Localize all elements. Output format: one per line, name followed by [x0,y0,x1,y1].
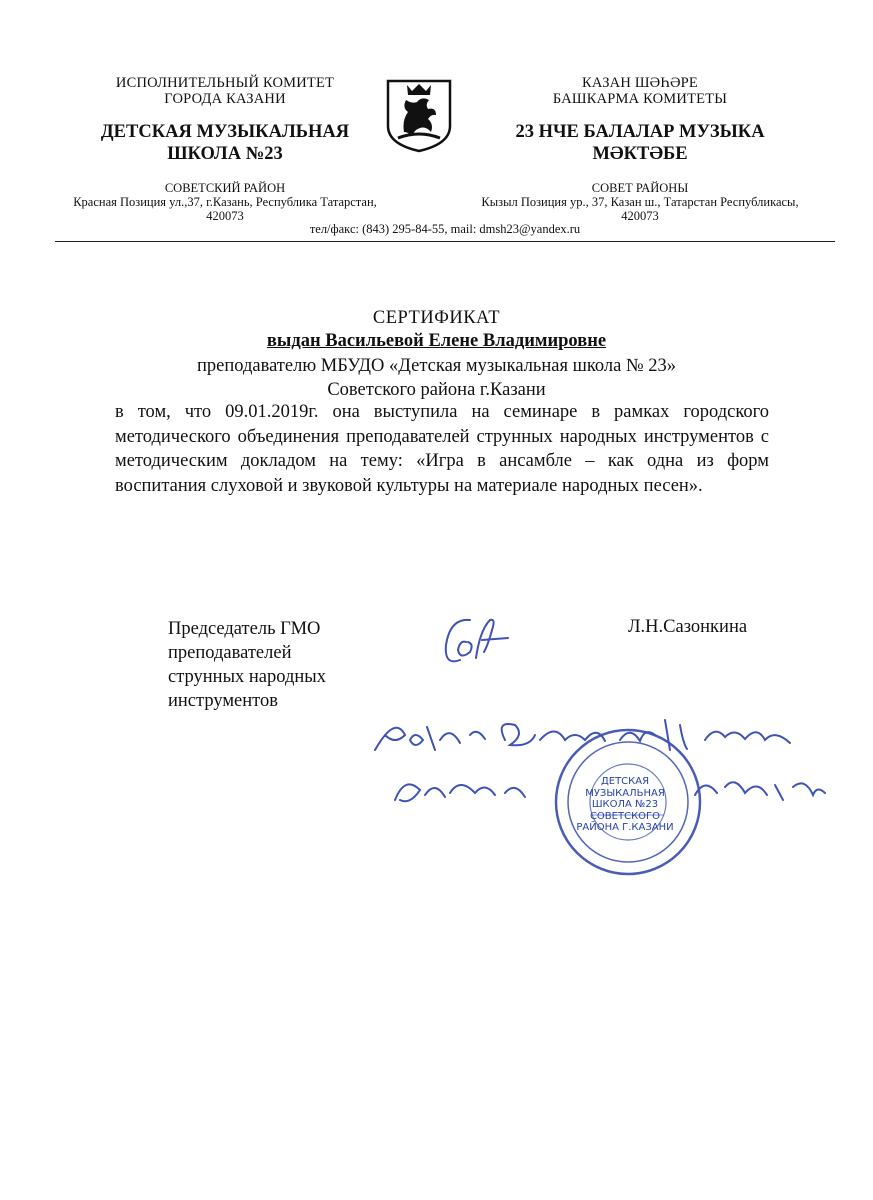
school-name-ru-line1: ДЕТСКАЯ МУЗЫКАЛЬНАЯ [100,122,350,142]
header-right [450,75,830,223]
org-name-tt-line2: БАШКАРМА КОМИТЕТЫ [552,91,728,107]
org-name-tt-line1: КАЗАН ШӘҺӘРЕ [582,75,698,91]
certificate-body: в том, что 09.01.2019г. она выступила на семинаре в рамках городского методического объединения преподавателей струнных народных инструментов с методическим докладом на тему: «Игра в ансамбле – как одна из форм воспитания слуховой и звуковой культуры на материале народных песен». [115,402,769,496]
school-name-ru [60,121,390,165]
stamp-line3: ШКОЛА №23 [591,799,659,810]
signatory-title-line2: преподавателей [168,643,292,663]
contact-line: тел/факс: (843) 295-84-55, mail: dmsh23@yandex.ru [309,222,581,236]
handwritten-certification-note [365,705,835,835]
stamp-line4: СОВЕТСКОГО [589,810,661,822]
issued-to [0,331,873,352]
signatory-title-line3: струнных народных [168,667,326,687]
header-left [60,75,390,223]
signatory-title [168,617,326,713]
certificate-title: СЕРТИФИКАТ [372,308,501,328]
signatory-name: Л.Н.Сазонкина [628,617,748,637]
org-name-ru-line2: ГОРОДА КАЗАНИ [164,91,286,107]
school-name-tt-line1: 23 НЧЕ БАЛАЛАР МУЗЫКА [515,122,765,142]
stamp-line2: МУЗЫКАЛЬНАЯ [585,787,665,799]
school-name-ru-line2: ШКОЛА №23 [167,144,283,164]
org-name-ru-line1: ИСПОЛНИТЕЛЬНЫЙ КОМИТЕТ [115,75,335,91]
stamp-line1: ДЕТСКАЯ [600,776,650,787]
district-ru: СОВЕТСКИЙ РАЙОН [164,181,286,195]
district-tt: СОВЕТ РАЙОНЫ [591,181,689,195]
address-ru-line1: Красная Позиция ул.,37, г.Казань, Республика Татарстан, [73,195,377,209]
header-divider [55,241,835,242]
kazan-emblem-icon [384,78,454,153]
handwritten-signature [430,600,540,680]
school-name-tt-line2: МӘКТӘБЕ [592,144,688,164]
position-line2: Советского района г.Казани [327,380,546,400]
signatory-title-line4: инструментов [168,691,278,711]
stamp-line5: РАЙОНА Г.КАЗАНИ [576,822,674,833]
signatory-title-line1: Председатель ГМО [168,619,321,639]
school-name-tt [450,121,830,165]
position-line1: преподавателю МБУДО «Детская музыкальная школа № 23» [196,356,677,376]
issued-to-text: выдан Васильевой Елене Владимировне [266,331,607,351]
address-ru-line2: 420073 [206,209,244,223]
address-tt-line1: Кызыл Позиция ур., 37, Казан ш., Татарстан Республикасы, [481,195,799,209]
address-tt-line2: 420073 [621,209,659,223]
